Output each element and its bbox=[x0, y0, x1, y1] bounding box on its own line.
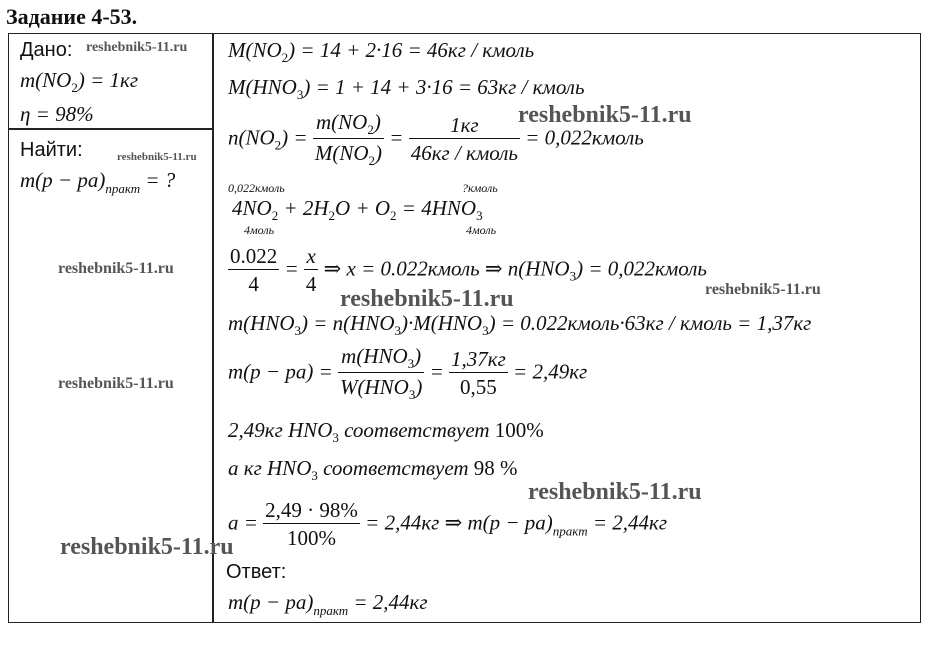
equation-bottom-left: 4моль bbox=[244, 223, 275, 237]
correspond-98: a кг $HNO_3$ соответствует 98 % bbox=[228, 456, 518, 483]
molar-mass-hno3: $M(HNO_3) = 1 + 14 + 3\cdot 16 = 63кг$ / кмоль bbox=[228, 75, 585, 102]
correspond-100: 2,49кг $HNO_3$ соответствует 100% bbox=[228, 418, 544, 445]
given-heading: Дано: bbox=[20, 39, 73, 61]
amount-no2: $n(NO_2)$ = $\frac{m(NO_2)}{M(NO_2)}$ = $\frac{1кг}{\text{46кг / кмоль}}$ = 0,022кмоль bbox=[228, 110, 644, 168]
find-heading: Найти: bbox=[20, 139, 83, 161]
proportion: $\frac{0.022}{4}$ = $\frac{x}{4}$ ⇒ x = 0.022кмоль ⇒ $n(HNO_3)$ = 0,022кмоль bbox=[230, 244, 707, 296]
watermark-3: reshebnik5-11.ru bbox=[58, 260, 174, 277]
answer-label: Ответ: bbox=[226, 561, 287, 583]
given-eta: η = 98% bbox=[20, 102, 94, 126]
watermark-9: reshebnik5-11.ru bbox=[60, 534, 234, 560]
given-mass: $m(NO_2) = 1кг$ bbox=[20, 68, 139, 95]
equation-top-left: 0,022кмоль bbox=[228, 181, 285, 195]
watermark-8: reshebnik5-11.ru bbox=[528, 479, 702, 505]
task-title: Задание 4-53. bbox=[6, 4, 138, 29]
reaction-equation: $4NO_2 + 2H_2O + O_2 = 4HNO_3$ bbox=[232, 196, 483, 223]
equation-bottom-right: 4моль bbox=[466, 223, 497, 237]
watermark-5: reshebnik5-11.ru bbox=[518, 102, 692, 128]
answer: $m(p - pa)_{практ} = 2,44кг$ bbox=[228, 590, 428, 618]
find-target: $m(p - pa)_{практ}$ = ? bbox=[20, 168, 176, 196]
mass-hno3: $m(HNO_3) = n(HNO_3)\cdot M(HNO_3)$ = 0.022кмоль·63кг / кмоль = 1,37кг bbox=[228, 311, 812, 338]
watermark-4: reshebnik5-11.ru bbox=[58, 375, 174, 392]
calc-a: a = $\frac{2,49 \cdot 98\%}{100\%}$ = 2,44кг ⇒ $m(p - pa)_{практ} = 2,44кг$ bbox=[228, 498, 668, 550]
given-find-divider bbox=[8, 128, 213, 130]
watermark-6: reshebnik5-11.ru bbox=[340, 286, 514, 312]
equation-top-right: ?кмоль bbox=[462, 181, 498, 195]
molar-mass-no2: $M(NO_2) = 14 + 2\cdot 16 = 46кг$ / кмоль bbox=[228, 38, 535, 65]
mass-solution: m(p − pa) = $\frac{m(HNO_3)}{W(HNO_3)}$ = $\frac{1,37кг}{0,55}$ = 2,49кг bbox=[228, 344, 588, 402]
watermark-2: reshebnik5-11.ru bbox=[117, 151, 197, 163]
watermark-1: reshebnik5-11.ru bbox=[86, 40, 188, 55]
watermark-7: reshebnik5-11.ru bbox=[705, 281, 821, 298]
